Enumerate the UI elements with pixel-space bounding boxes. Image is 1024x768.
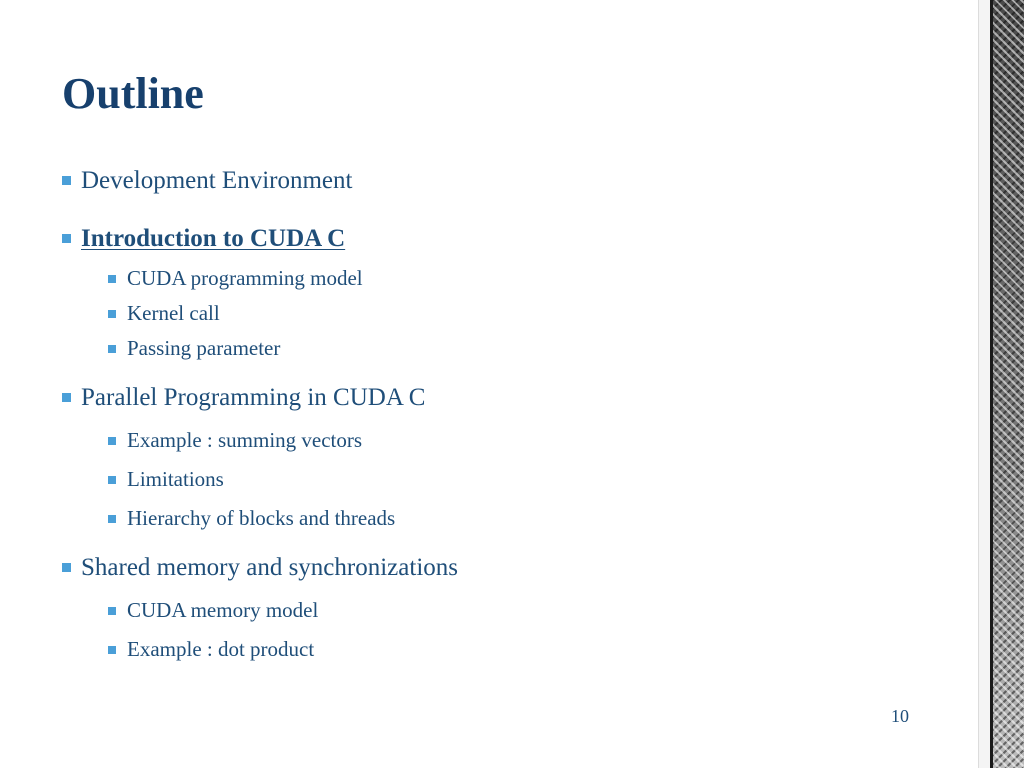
subitem-label: CUDA programming model [127, 266, 363, 290]
subitem-label: Kernel call [127, 301, 220, 325]
square-bullet-icon [108, 310, 116, 318]
square-bullet-icon [108, 607, 116, 615]
subitem-label: Example : dot product [127, 637, 315, 661]
subitem-kernel-call [108, 299, 942, 327]
section-label: Parallel Programming in CUDA C [81, 384, 426, 411]
section-parallel-programming [62, 381, 942, 415]
section-label: Shared memory and synchronizations [81, 554, 458, 581]
subitem-label: Example : summing vectors [127, 428, 363, 452]
section-shared-memory [62, 551, 942, 585]
subitem-label: CUDA memory model [127, 598, 319, 622]
subitem-label: Hierarchy of blocks and threads [127, 506, 396, 530]
square-bullet-icon [108, 476, 116, 484]
slide-title: Outline [62, 69, 204, 118]
square-bullet-icon [108, 437, 116, 445]
subitem-cuda-memory-model [108, 596, 942, 624]
subitem-label: Limitations [127, 467, 224, 491]
side-edge-decoration [990, 0, 993, 768]
subitem-cuda-programming-model [108, 264, 942, 292]
page-number: 10 [891, 706, 909, 726]
square-bullet-icon [108, 515, 116, 523]
side-pattern-decoration [990, 0, 1024, 768]
outline-list [62, 164, 942, 663]
section-label: Development Environment [81, 167, 353, 194]
square-bullet-icon [62, 176, 71, 185]
square-bullet-icon [62, 393, 71, 402]
section-introduction-to-cuda-c [62, 222, 942, 256]
square-bullet-icon [62, 234, 71, 243]
subitem-example-dot-product [108, 635, 942, 663]
subitem-hierarchy-blocks-threads [108, 504, 942, 532]
subitem-label: Passing parameter [127, 336, 281, 360]
section-label-current: Introduction to CUDA C [81, 225, 346, 252]
subitem-limitations [108, 465, 942, 493]
square-bullet-icon [108, 345, 116, 353]
subitem-example-summing-vectors [108, 426, 942, 454]
subitem-passing-parameter [108, 334, 942, 362]
square-bullet-icon [108, 275, 116, 283]
square-bullet-icon [62, 563, 71, 572]
section-development-environment [62, 164, 942, 198]
square-bullet-icon [108, 646, 116, 654]
